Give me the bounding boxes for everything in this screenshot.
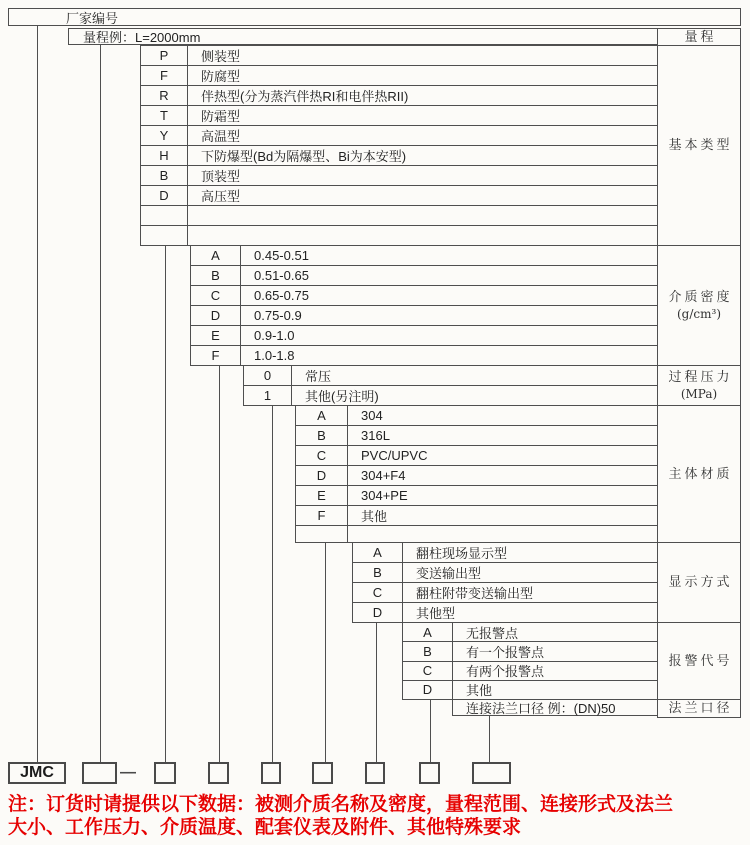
desc-cell: 高温型	[201, 129, 241, 144]
code-cell: R	[141, 86, 188, 105]
code-cell: A	[403, 623, 453, 641]
table-row	[296, 506, 657, 526]
code-cell: E	[296, 486, 348, 505]
desc-cell: PVC/UPVC	[361, 448, 428, 463]
table-row	[141, 86, 657, 106]
table-row-empty	[296, 526, 657, 543]
table-row	[244, 386, 657, 406]
manufacturer-row	[8, 8, 741, 26]
code-cell: B	[191, 266, 241, 285]
flange-size-row	[452, 699, 657, 716]
code-cell: B	[353, 563, 403, 582]
table-row	[353, 563, 657, 583]
table-row	[141, 186, 657, 206]
code-box-pressure	[261, 762, 281, 784]
desc-cell: 翻柱现场显示型	[416, 546, 508, 561]
code-cell	[141, 206, 188, 225]
density-table	[190, 245, 657, 366]
desc-cell: 其他(另注明)	[305, 389, 379, 404]
code-box-density	[208, 762, 229, 784]
code-cell: C	[296, 446, 348, 465]
table-row	[244, 366, 657, 386]
table-row-empty	[141, 206, 657, 226]
model-prefix-box	[8, 762, 66, 784]
desc-cell: 0.65-0.75	[254, 288, 309, 303]
code-cell: C	[403, 662, 453, 680]
label-range: 量程	[658, 29, 740, 46]
display-mode-table	[352, 542, 657, 623]
alarm-code-table	[402, 622, 657, 700]
label-material: 主体材质	[658, 406, 740, 543]
code-cell: F	[141, 66, 188, 85]
table-row	[191, 306, 657, 326]
table-row	[141, 106, 657, 126]
density-unit: (g/cm³)	[677, 306, 721, 321]
connector-line	[430, 700, 431, 762]
desc-cell: 无报警点	[466, 625, 519, 641]
desc-cell: 0.75-0.9	[254, 308, 302, 323]
pressure-table	[243, 365, 657, 406]
connector-line	[219, 366, 220, 762]
code-box-basic-type	[154, 762, 176, 784]
code-cell: D	[296, 466, 348, 485]
table-row	[353, 543, 657, 563]
desc-cell: 0.51-0.65	[254, 268, 309, 283]
label-density: 介质密度 (g/cm³)	[658, 246, 740, 366]
table-row	[191, 346, 657, 366]
code-box-display-mode	[365, 762, 385, 784]
label-pressure: 过程压力 (MPa)	[658, 366, 740, 406]
code-cell: F	[296, 506, 348, 525]
desc-cell: 其他型	[416, 606, 456, 621]
table-row	[403, 642, 657, 661]
code-cell: D	[403, 681, 453, 699]
code-cell: E	[191, 326, 241, 345]
code-cell: B	[141, 166, 188, 185]
connector-line	[37, 26, 38, 762]
table-row	[296, 446, 657, 466]
code-cell: B	[403, 642, 453, 660]
ordering-note	[8, 793, 746, 839]
desc-cell: 防腐型	[201, 69, 241, 84]
flange-size-text: 连接法兰口径 例：(DN)50	[466, 701, 616, 716]
desc-cell: 304+F4	[361, 468, 406, 483]
table-row	[403, 623, 657, 642]
dash-separator: —	[120, 764, 136, 781]
table-row	[141, 46, 657, 66]
connector-line	[376, 622, 377, 762]
table-row	[191, 246, 657, 266]
code-cell: C	[191, 286, 241, 305]
basic-type-table	[140, 45, 657, 246]
desc-cell: 常压	[305, 369, 332, 384]
code-cell: D	[353, 603, 403, 622]
code-cell: H	[141, 146, 188, 165]
desc-cell	[188, 226, 657, 245]
table-row	[141, 66, 657, 86]
desc-cell: 变送输出型	[416, 566, 482, 581]
code-cell: Y	[141, 126, 188, 145]
label-basic-type: 基本类型	[658, 46, 740, 246]
desc-cell: 防霜型	[201, 109, 241, 124]
code-cell	[296, 526, 348, 542]
manufacturer-label: 厂家编号	[66, 10, 119, 26]
code-cell: A	[296, 406, 348, 425]
desc-cell: 0.45-0.51	[254, 248, 309, 263]
desc-cell: 高压型	[201, 189, 241, 204]
category-label-column	[657, 28, 741, 718]
code-cell: T	[141, 106, 188, 125]
connector-line	[325, 543, 326, 762]
desc-cell: 有一个报警点	[466, 644, 545, 660]
label-alarm-code: 报警代号	[658, 623, 740, 700]
code-cell: P	[141, 46, 188, 65]
pressure-unit: (MPa)	[680, 386, 718, 401]
table-row	[191, 326, 657, 346]
desc-cell: 顶装型	[201, 169, 241, 184]
table-row-empty	[141, 226, 657, 246]
ordering-note-line1: 注：订货时请提供以下数据：被测介质名称及密度，量程范围、连接形式及法兰	[8, 794, 674, 815]
code-cell: B	[296, 426, 348, 445]
code-box-range	[82, 762, 117, 784]
desc-cell: 侧装型	[201, 49, 241, 64]
desc-cell	[188, 206, 657, 225]
desc-cell: 304	[361, 408, 383, 423]
code-cell: C	[353, 583, 403, 602]
label-display-mode: 显示方式	[658, 543, 740, 623]
label-flange-size: 法兰口径	[668, 701, 733, 716]
code-box-flange-size	[472, 762, 511, 784]
code-cell: 0	[244, 366, 292, 385]
table-row	[141, 146, 657, 166]
table-row	[353, 583, 657, 603]
material-table	[295, 405, 657, 543]
table-row	[296, 426, 657, 446]
code-cell: F	[191, 346, 241, 365]
code-cell: A	[191, 246, 241, 265]
table-row	[296, 486, 657, 506]
table-row	[403, 662, 657, 681]
code-cell: 1	[244, 386, 292, 405]
connector-line	[165, 246, 166, 762]
table-row	[296, 406, 657, 426]
desc-cell: 316L	[361, 428, 390, 443]
code-cell: A	[353, 543, 403, 562]
desc-cell: 其他	[361, 509, 388, 524]
table-row	[191, 266, 657, 286]
connector-line	[489, 716, 490, 762]
connector-line	[100, 45, 101, 762]
code-cell	[141, 226, 188, 245]
desc-cell: 1.0-1.8	[254, 348, 295, 363]
desc-cell	[348, 526, 657, 542]
range-example-label: 量程例：L=2000mm	[83, 30, 201, 45]
desc-cell: 下防爆型(Bd为隔爆型、Bi为本安型)	[201, 149, 407, 164]
ordering-note-line2: 大小、工作压力、介质温度、配套仪表及附件、其他特殊要求	[8, 817, 522, 838]
table-row	[141, 166, 657, 186]
connector-line	[272, 406, 273, 762]
code-box-alarm-code	[419, 762, 440, 784]
code-cell: D	[191, 306, 241, 325]
table-row	[296, 466, 657, 486]
model-prefix: JMC	[20, 764, 54, 781]
table-row	[191, 286, 657, 306]
table-row	[141, 126, 657, 146]
desc-cell: 0.9-1.0	[254, 328, 295, 343]
code-cell: D	[141, 186, 188, 205]
desc-cell: 有两个报警点	[466, 664, 545, 680]
range-example-row	[68, 28, 657, 45]
table-row	[353, 603, 657, 623]
desc-cell: 304+PE	[361, 488, 408, 503]
code-box-material	[312, 762, 333, 784]
desc-cell: 翻柱附带变送输出型	[416, 586, 534, 601]
desc-cell: 伴热型(分为蒸汽伴热RI和电伴热RII)	[201, 89, 409, 104]
desc-cell: 其他	[466, 683, 493, 699]
